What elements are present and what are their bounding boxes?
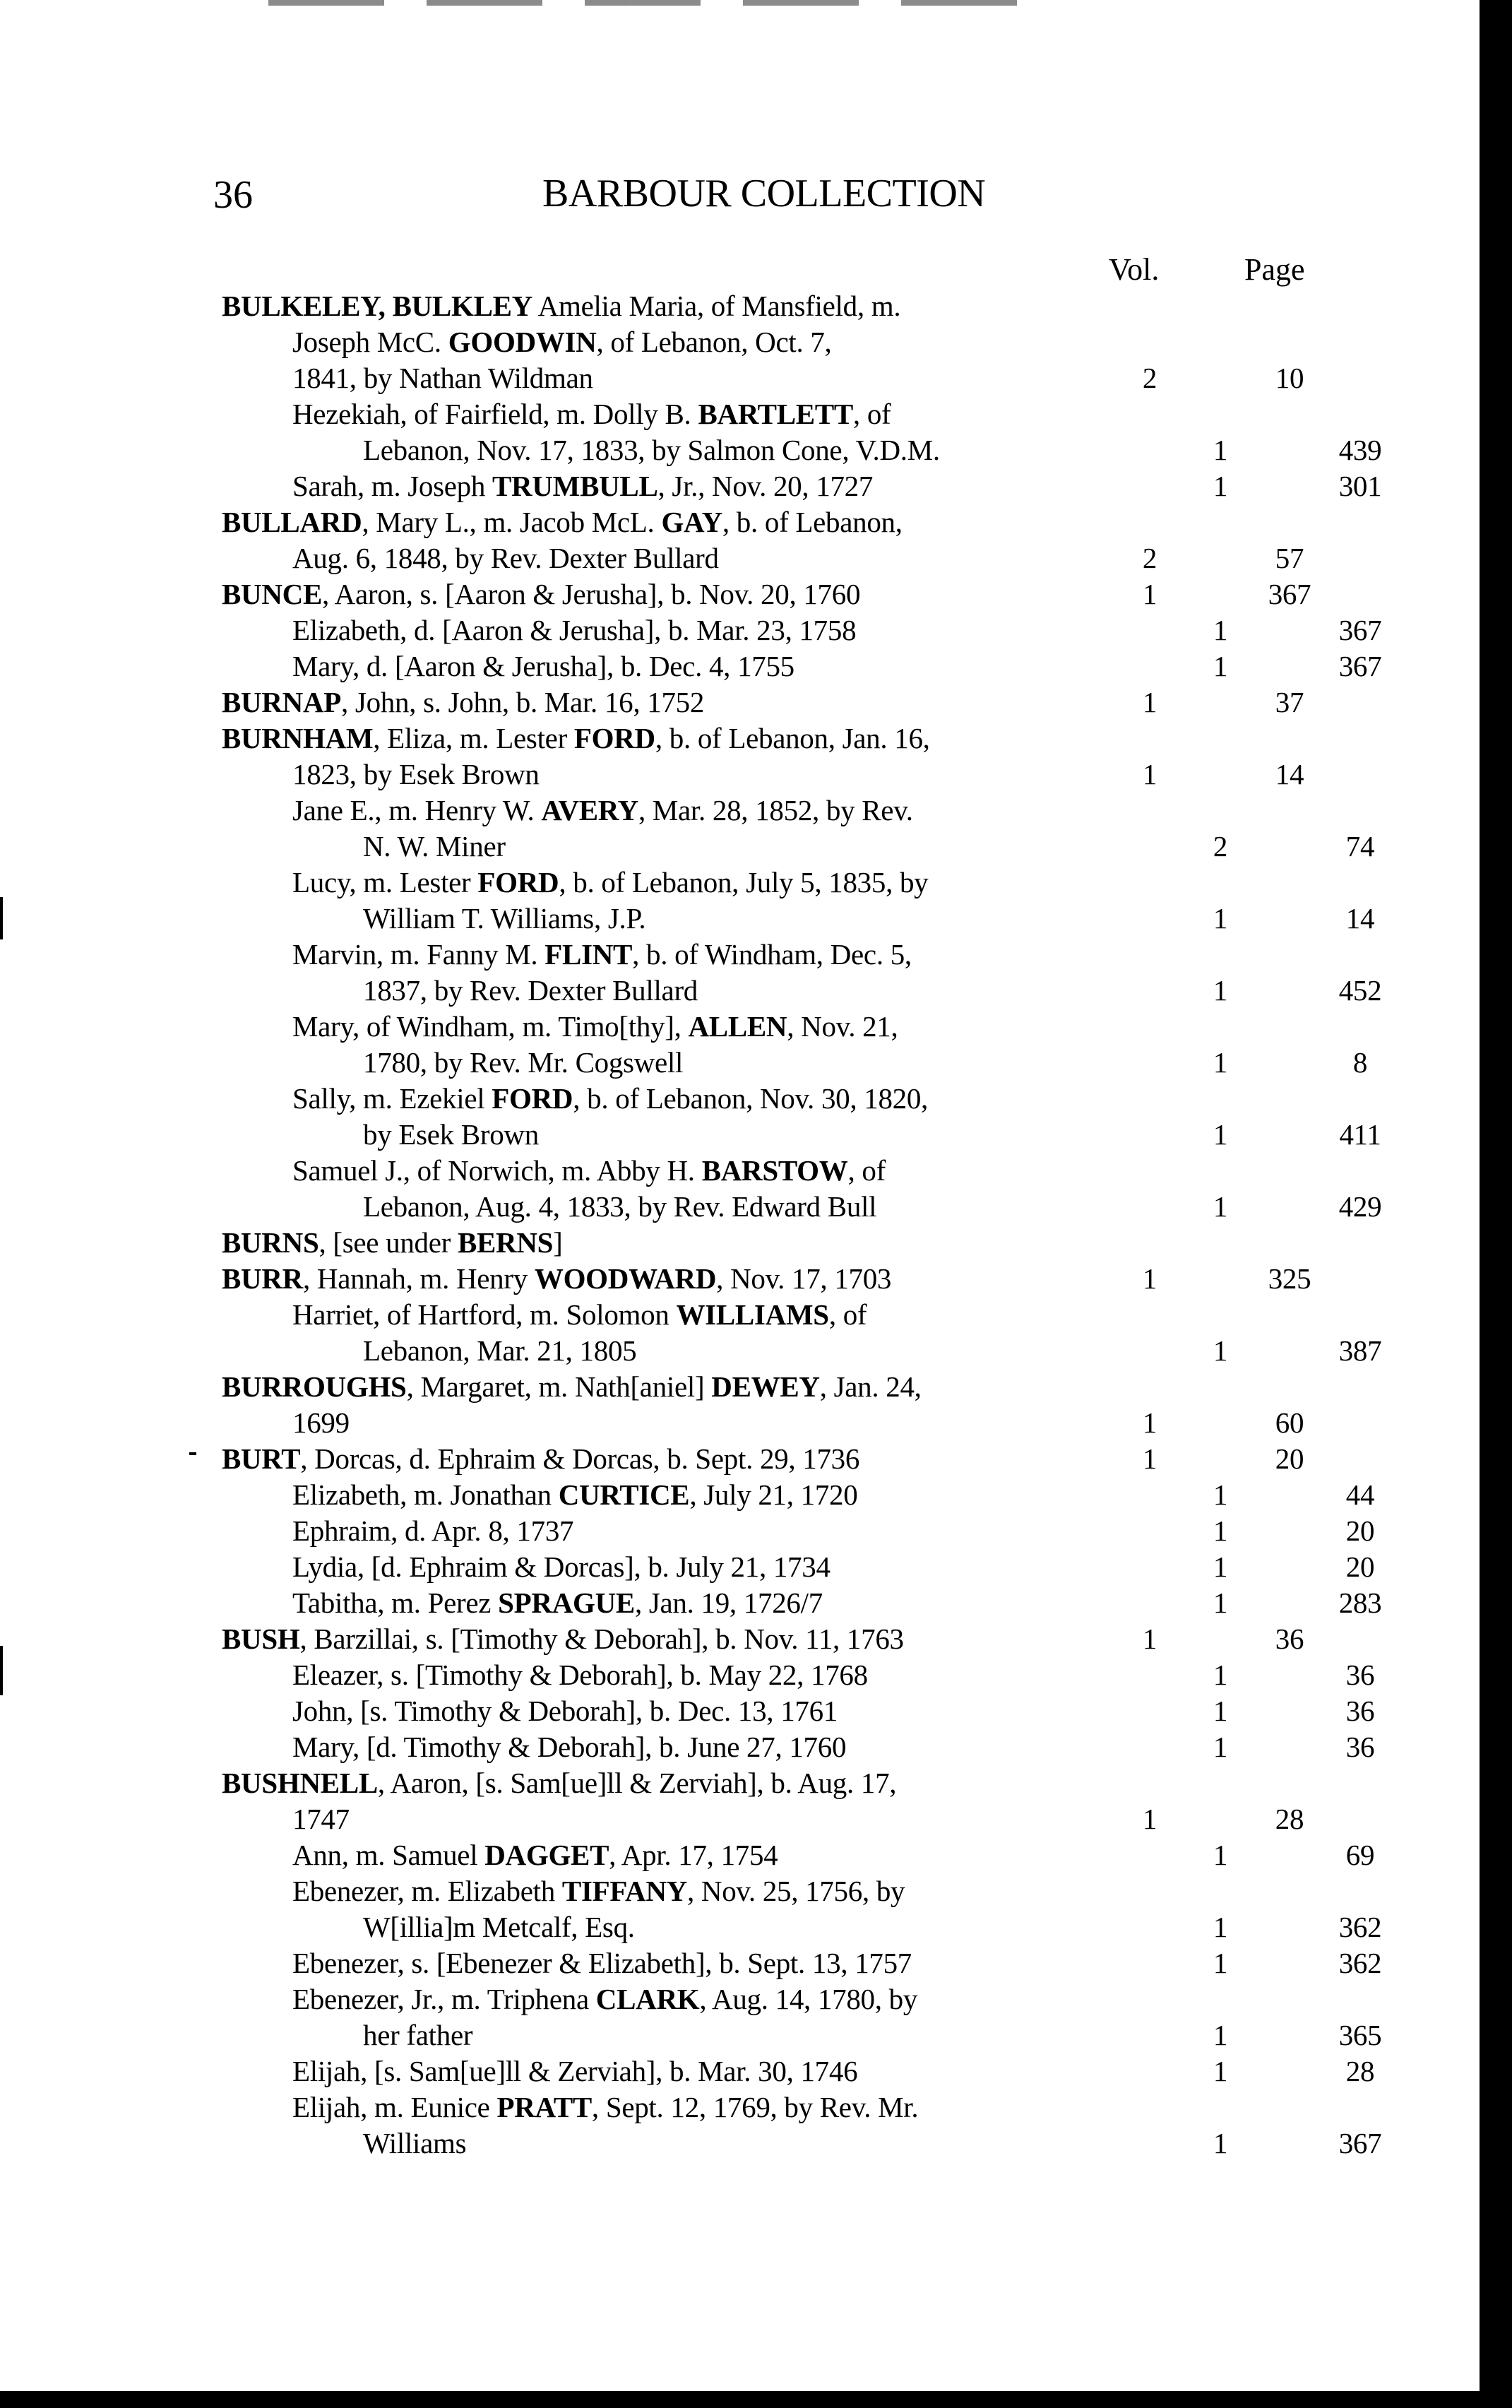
entry-volume: 1: [1213, 2019, 1228, 2051]
entry-volume: 1: [1213, 1550, 1228, 1583]
index-entry: [222, 288, 1338, 396]
entry-text: BULLARD, Mary L., m. Jacob McL. GAY, b. of Lebanon,: [222, 506, 903, 538]
entry-volume: 1: [1213, 614, 1228, 646]
entry-volume: 1: [1213, 1695, 1228, 1727]
entry-text: Elijah, m. Eunice PRATT, Sept. 12, 1769, by Rev. Mr.: [292, 2091, 919, 2123]
entry-volume: 1: [1142, 758, 1157, 790]
entry-volume: 1: [1213, 1911, 1228, 1943]
entry-page: 8: [1352, 1046, 1368, 1079]
entry-text: Harriet, of Hartford, m. Solomon WILLIAMS, of: [292, 1298, 867, 1331]
scan-mark: [901, 0, 1017, 6]
index-entry: [222, 1621, 1338, 1657]
entry-volume: 1: [1213, 974, 1228, 1007]
index-entry: [292, 1585, 1382, 1621]
scan-edge-marks: [268, 0, 1017, 6]
entry-continuation: her father: [363, 2019, 473, 2051]
entry-volume: 1: [1213, 1947, 1228, 1979]
entry-volume: 1: [1213, 1514, 1228, 1547]
entry-page: 362: [1338, 1947, 1382, 1979]
entry-page: 20: [1275, 1442, 1304, 1475]
index-entry: [222, 1765, 1338, 1837]
entry-text: BURNS, [see under BERNS]: [222, 1226, 563, 1259]
entry-continuation: 1837, by Rev. Dexter Bullard: [363, 974, 698, 1007]
entry-volume: 1: [1213, 1839, 1228, 1871]
index-entry: [292, 2089, 1382, 2161]
index-entry: [222, 720, 1338, 793]
entry-continuation: W[illia]m Metcalf, Esq.: [363, 1911, 635, 1943]
entry-text: BUSH, Barzillai, s. [Timothy & Deborah], b. Nov. 11, 1763: [222, 1623, 904, 1655]
entry-text: BURR, Hannah, m. Henry WOODWARD, Nov. 17, 1703: [222, 1262, 892, 1295]
entry-page: 367: [1268, 578, 1311, 610]
entry-volume: 1: [1213, 1731, 1228, 1763]
index-entry: [292, 1513, 1375, 1549]
entry-volume: 1: [1142, 1623, 1157, 1655]
index-entry: [222, 1225, 1338, 1261]
entry-page: 28: [1275, 1803, 1304, 1835]
entry-volume: 1: [1213, 902, 1228, 935]
index-entry: [292, 612, 1382, 648]
entry-page: 36: [1275, 1623, 1304, 1655]
entry-page: 367: [1338, 614, 1382, 646]
index-entry: [292, 1873, 1382, 1945]
entry-volume: 1: [1213, 2127, 1228, 2159]
entry-text: BURNHAM, Eliza, m. Lester FORD, b. of Lebanon, Jan. 16,: [222, 722, 930, 754]
entry-page: 429: [1338, 1190, 1382, 1223]
entry-volume: 1: [1213, 1046, 1228, 1079]
page-title: BARBOUR COLLECTION: [542, 172, 986, 215]
entry-page: 44: [1345, 1478, 1375, 1511]
entry-text: Elijah, [s. Sam[ue]ll & Zerviah], b. Mar. 30, 1746: [292, 2055, 858, 2087]
index-entry: [292, 1729, 1375, 1765]
entry-continuation: Williams: [363, 2127, 467, 2159]
entry-page: 367: [1338, 2127, 1382, 2159]
index-entry: [222, 1441, 1338, 1477]
scan-mark: [0, 1646, 3, 1695]
entry-volume: 1: [1142, 1442, 1157, 1475]
entry-page: 10: [1275, 362, 1304, 394]
entry-continuation: Joseph McC. GOODWIN, of Lebanon, Oct. 7,: [292, 326, 832, 358]
entry-volume: 2: [1142, 542, 1157, 574]
entry-volume: 1: [1213, 650, 1228, 682]
entry-page: 411: [1339, 1118, 1381, 1151]
entry-continuation: Lebanon, Aug. 4, 1833, by Rev. Edward Bull: [363, 1190, 877, 1223]
entry-volume: 1: [1142, 1262, 1157, 1295]
entry-continuation: Lebanon, Mar. 21, 1805: [363, 1334, 637, 1367]
entry-text: BUNCE, Aaron, s. [Aaron & Jerusha], b. Nov. 20, 1760: [222, 578, 861, 610]
entry-text: BURNAP, John, s. John, b. Mar. 16, 1752: [222, 686, 705, 718]
entry-continuation: 1780, by Rev. Mr. Cogswell: [363, 1046, 684, 1079]
entry-page: 14: [1275, 758, 1304, 790]
entry-page: 20: [1345, 1514, 1375, 1547]
entry-text: Eleazer, s. [Timothy & Deborah], b. May 22, 1768: [292, 1659, 868, 1691]
entry-text: Ebenezer, s. [Ebenezer & Elizabeth], b. Sept. 13, 1757: [292, 1947, 912, 1979]
entry-continuation: Aug. 6, 1848, by Rev. Dexter Bullard: [292, 542, 719, 574]
entry-volume: 1: [1142, 578, 1157, 610]
index-entry: [292, 1153, 1382, 1225]
entry-page: 387: [1338, 1334, 1382, 1367]
entry-page: 283: [1338, 1586, 1382, 1619]
entry-volume: 1: [1213, 470, 1228, 502]
index-entry: [292, 865, 1375, 937]
entry-volume: 1: [1213, 2055, 1228, 2087]
entry-text: BURT, Dorcas, d. Ephraim & Dorcas, b. Sept. 29, 1736: [222, 1442, 860, 1475]
entry-text: Marvin, m. Fanny M. FLINT, b. of Windham, Dec. 5,: [292, 938, 912, 971]
entry-volume: 2: [1213, 830, 1228, 862]
index-entry: [222, 684, 1338, 720]
entry-text: Lucy, m. Lester FORD, b. of Lebanon, July 5, 1835, by: [292, 866, 929, 898]
index-entry: [292, 1657, 1375, 1693]
index-entry: [292, 468, 1382, 504]
entry-text: Elizabeth, d. [Aaron & Jerusha], b. Mar. 23, 1758: [292, 614, 857, 646]
entry-text: Ebenezer, m. Elizabeth TIFFANY, Nov. 25, 1756, by: [292, 1875, 905, 1907]
index-entry: [222, 1369, 1338, 1441]
entry-text: Mary, [d. Timothy & Deborah], b. June 27, 1760: [292, 1731, 847, 1763]
entry-volume: 1: [1213, 1478, 1228, 1511]
entry-text: Ephraim, d. Apr. 8, 1737: [292, 1514, 574, 1547]
index-entry: [292, 1477, 1375, 1513]
entry-page: 36: [1345, 1695, 1375, 1727]
index-entry: [292, 937, 1382, 1009]
index-entry: [292, 1081, 1381, 1153]
index-entries: [222, 288, 1382, 2161]
entry-page: 362: [1338, 1911, 1382, 1943]
index-entry: [292, 793, 1375, 865]
entry-volume: 2: [1142, 362, 1157, 394]
scan-mark: [427, 0, 542, 6]
entry-volume: 1: [1213, 1586, 1228, 1619]
entry-continuation: William T. Williams, J.P.: [363, 902, 646, 935]
entry-volume: 1: [1213, 1334, 1228, 1367]
entry-text: Tabitha, m. Perez SPRAGUE, Jan. 19, 1726/7: [292, 1586, 823, 1619]
index-entry: [222, 504, 1338, 576]
index-entry: [292, 396, 1382, 468]
entry-continuation: Lebanon, Nov. 17, 1833, by Salmon Cone, V.D.M.: [363, 434, 940, 466]
entry-text: BULKELEY, BULKLEY Amelia Maria, of Mansfield, m.: [222, 290, 901, 322]
entry-page: 36: [1345, 1659, 1375, 1691]
page-number: 36: [213, 173, 253, 217]
entry-volume: 1: [1213, 1659, 1228, 1691]
index-entry: [222, 576, 1338, 612]
index-entry: [292, 1297, 1382, 1369]
entry-volume: 1: [1213, 434, 1228, 466]
entry-text: Elizabeth, m. Jonathan CURTICE, July 21, 1720: [292, 1478, 858, 1511]
entry-page: 439: [1338, 434, 1382, 466]
entry-page: 325: [1268, 1262, 1311, 1295]
entry-text: BUSHNELL, Aaron, [s. Sam[ue]ll & Zerviah], b. Aug. 17,: [222, 1767, 897, 1799]
entry-text: BURROUGHS, Margaret, m. Nath[aniel] DEWEY, Jan. 24,: [222, 1370, 922, 1403]
entry-page: 74: [1345, 830, 1375, 862]
column-header-vol: Vol.: [1109, 252, 1160, 287]
entry-page: 452: [1338, 974, 1382, 1007]
entry-page: 301: [1338, 470, 1382, 502]
entry-volume: 1: [1213, 1190, 1228, 1223]
entry-volume: 1: [1142, 1803, 1157, 1835]
entry-page: 365: [1338, 2019, 1382, 2051]
entry-page: 20: [1345, 1550, 1375, 1583]
entry-continuation: 1841, by Nathan Wildman: [292, 362, 593, 394]
entry-volume: 1: [1142, 686, 1157, 718]
scan-mark: [189, 1452, 196, 1455]
entry-page: 37: [1275, 686, 1304, 718]
entry-continuation: by Esek Brown: [363, 1118, 539, 1151]
index-entry: [292, 1981, 1382, 2053]
entry-text: Sarah, m. Joseph TRUMBULL, Jr., Nov. 20, 1727: [292, 470, 874, 502]
entry-text: Mary, d. [Aaron & Jerusha], b. Dec. 4, 1755: [292, 650, 794, 682]
scan-mark: [743, 0, 859, 6]
entry-continuation: 1699: [292, 1406, 350, 1439]
entry-page: 57: [1275, 542, 1304, 574]
entry-page: 69: [1345, 1839, 1375, 1871]
entry-text: Jane E., m. Henry W. AVERY, Mar. 28, 1852, by Rev.: [292, 794, 913, 826]
index-entry: [292, 648, 1382, 684]
entry-text: John, [s. Timothy & Deborah], b. Dec. 13, 1761: [292, 1695, 838, 1727]
entry-text: Sally, m. Ezekiel FORD, b. of Lebanon, Nov. 30, 1820,: [292, 1082, 928, 1115]
entry-text: Ebenezer, Jr., m. Triphena CLARK, Aug. 14, 1780, by: [292, 1983, 918, 2015]
entry-page: 60: [1275, 1406, 1304, 1439]
index-entry: [292, 1549, 1375, 1585]
entry-text: Samuel J., of Norwich, m. Abby H. BARSTOW, of: [292, 1154, 886, 1187]
entry-text: Mary, of Windham, m. Timo[thy], ALLEN, Nov. 21,: [292, 1010, 898, 1043]
index-entry: [222, 1261, 1338, 1297]
scan-mark: [585, 0, 701, 6]
entry-volume: 1: [1142, 1406, 1157, 1439]
entry-text: Lydia, [d. Ephraim & Dorcas], b. July 21, 1734: [292, 1550, 831, 1583]
entry-page: 28: [1345, 2055, 1375, 2087]
index-entry: [292, 1693, 1375, 1729]
entry-continuation: 1747: [292, 1803, 350, 1835]
entry-volume: 1: [1213, 1118, 1228, 1151]
entry-text: Ann, m. Samuel DAGGET, Apr. 17, 1754: [292, 1839, 778, 1871]
entry-continuation: N. W. Miner: [363, 830, 506, 862]
entry-page: 14: [1345, 902, 1375, 935]
index-entry: [292, 1945, 1382, 1981]
entry-page: 367: [1338, 650, 1382, 682]
entry-continuation: 1823, by Esek Brown: [292, 758, 540, 790]
index-entry: [292, 1837, 1375, 1873]
index-entry: [292, 1009, 1368, 1081]
index-entry: [292, 2053, 1375, 2089]
column-header-page: Page: [1244, 249, 1480, 2391]
entry-page: 36: [1345, 1731, 1375, 1763]
entry-text: Hezekiah, of Fairfield, m. Dolly B. BARTLETT, of: [292, 398, 891, 430]
scan-mark: [0, 897, 3, 939]
scan-mark: [268, 0, 384, 6]
